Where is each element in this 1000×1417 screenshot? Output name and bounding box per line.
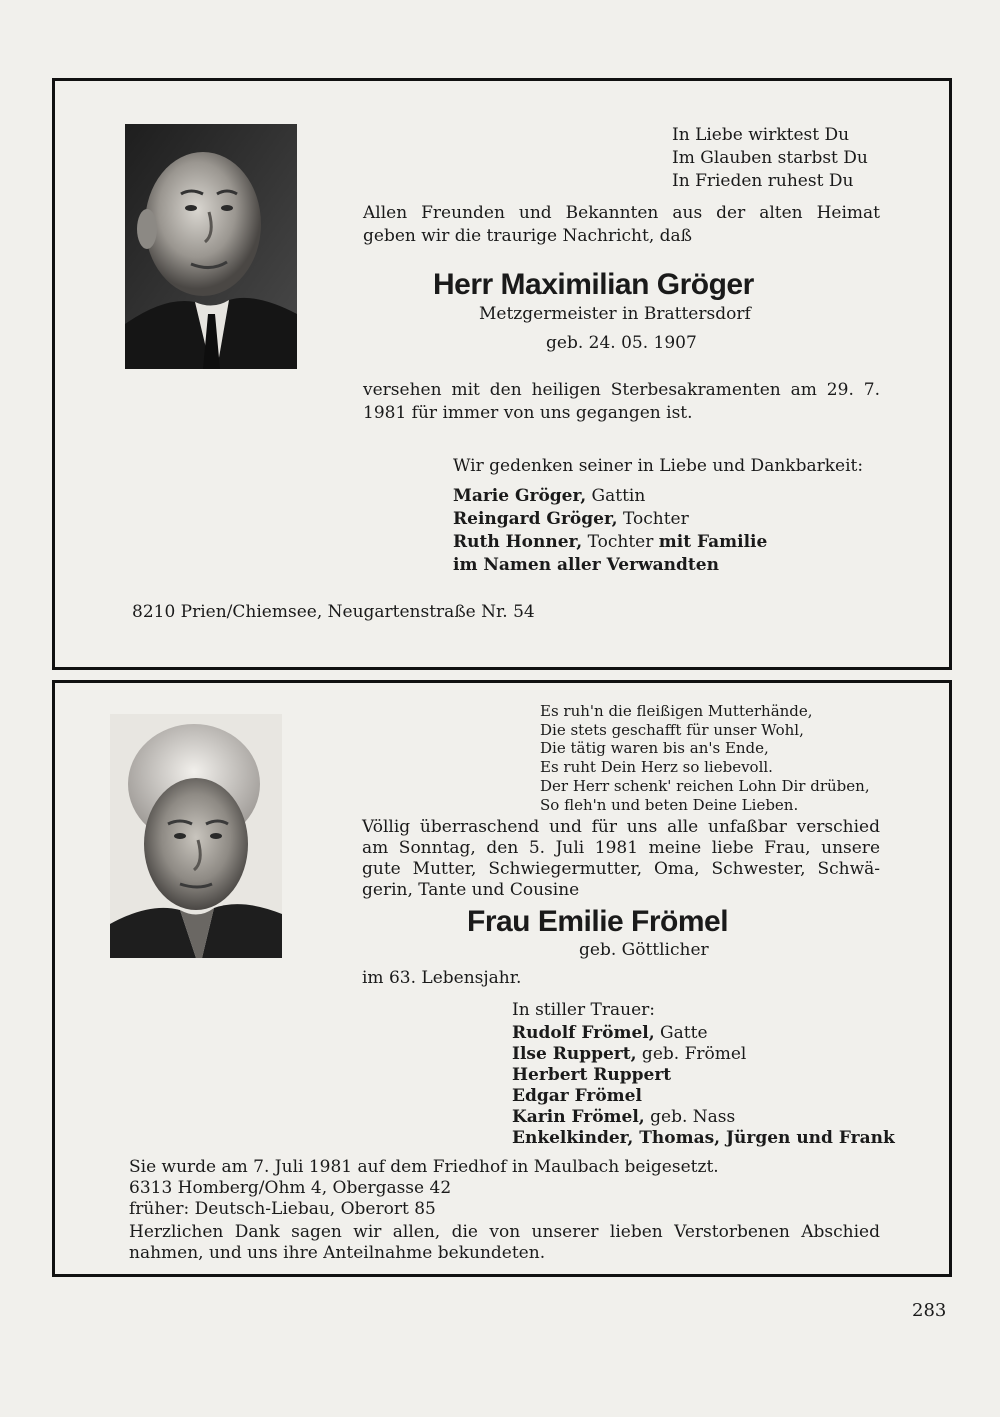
- mourner-line: [453, 531, 767, 554]
- mourner-line: [512, 1085, 642, 1108]
- address: 8210 Prien/Chiemsee, Neugartenstraße Nr. 54: [132, 602, 535, 622]
- obituary-notice-froemel: [52, 680, 952, 1277]
- thanks-line: nahmen, und uns ihre Anteilnahme bekundeten.: [129, 1243, 546, 1263]
- verse-line: So fleh'n und beten Deine Lieben.: [540, 795, 799, 814]
- mourner-line: [453, 508, 689, 531]
- former-address: früher: Deutsch-Liebau, Oberort 85: [129, 1199, 436, 1219]
- maiden-name: geb. Göttlicher: [579, 940, 709, 960]
- deceased-name: Frau Emilie Frömel: [467, 905, 729, 938]
- mourner-line: [512, 1043, 746, 1066]
- verse-line: Die stets geschafft für unser Wohl,: [540, 720, 804, 739]
- closing-line: im Namen aller Verwandten: [453, 555, 719, 575]
- mourner-line: [453, 485, 645, 508]
- mourner-name: Karin Frömel,: [512, 1107, 645, 1127]
- death-line: versehen mit den heiligen Sterbesakramenten am 29. 7.: [363, 380, 880, 400]
- portrait-photo-man: [125, 124, 297, 369]
- obituary-notice-groeger: [52, 78, 952, 670]
- mourner-line: [512, 1022, 708, 1045]
- verse-line: Im Glauben starbst Du: [672, 148, 868, 168]
- address: 6313 Homberg/Ohm 4, Obergasse 42: [129, 1178, 452, 1198]
- mourner-line: [512, 1064, 671, 1087]
- verse-line: In Liebe wirktest Du: [672, 125, 850, 145]
- verse-line: Die tätig waren bis an's Ende,: [540, 739, 769, 758]
- death-line: 1981 für immer von uns gegangen ist.: [363, 403, 693, 423]
- mourner-name: Edgar Frömel: [512, 1086, 642, 1106]
- mourner-name: Ilse Ruppert,: [512, 1044, 637, 1064]
- mourner-relation: Gattin: [586, 486, 646, 506]
- intro-line: geben wir die traurige Nachricht, daß: [363, 226, 693, 246]
- portrait-photo-woman: [110, 714, 282, 958]
- mourner-name: Ruth Honner,: [453, 532, 583, 552]
- intro-line: gerin, Tante und Cousine: [362, 880, 580, 900]
- mourner-relation: Tochter: [582, 532, 659, 552]
- mourner-relation: geb. Frömel: [636, 1044, 747, 1064]
- occupation: Metzgermeister in Brattersdorf: [479, 304, 751, 324]
- remembrance-line: Wir gedenken seiner in Liebe und Dankbarkeit:: [453, 456, 864, 476]
- mourner-line: [512, 1127, 895, 1150]
- mourner-name: Marie Gröger,: [453, 486, 587, 506]
- intro-line: am Sonntag, den 5. Juli 1981 meine liebe Frau, unsere: [362, 838, 880, 858]
- page-number: 283: [912, 1300, 947, 1321]
- portrait-man-image: [125, 124, 297, 369]
- mourner-name: Enkelkinder, Thomas, Jürgen und Frank: [512, 1128, 895, 1148]
- verse-line: Es ruht Dein Herz so liebevoll.: [540, 758, 773, 777]
- mourning-heading: In stiller Trauer:: [512, 1000, 655, 1020]
- verse-line: In Frieden ruhest Du: [672, 171, 854, 191]
- verse-line: Es ruh'n die fleißigen Mutterhände,: [540, 702, 813, 720]
- mourner-relation: Gatte: [654, 1023, 708, 1043]
- age: im 63. Lebensjahr.: [362, 968, 522, 988]
- thanks-line: Herzlichen Dank sagen wir allen, die von unserer lieben Verstorbenen Abschied: [129, 1222, 880, 1242]
- intro-line: gute Mutter, Schwiegermutter, Oma, Schwester, Schwä-: [362, 859, 880, 879]
- mourner-relation: Tochter: [617, 509, 689, 529]
- mourner-name: Herbert Ruppert: [512, 1065, 672, 1085]
- birth-date: geb. 24. 05. 1907: [546, 333, 697, 353]
- deceased-name: Herr Maximilian Gröger: [433, 268, 754, 301]
- burial-line: Sie wurde am 7. Juli 1981 auf dem Friedhof in Maulbach beigesetzt.: [129, 1157, 719, 1177]
- mourner-relation: geb. Nass: [644, 1107, 736, 1127]
- verse-line: Der Herr schenk' reichen Lohn Dir drüben,: [540, 776, 870, 795]
- mourner-name: Rudolf Frömel,: [512, 1023, 655, 1043]
- mourner-line: [512, 1106, 735, 1129]
- mourner-extra: mit Familie: [658, 532, 768, 552]
- intro-line: Völlig überraschend und für uns alle unfaßbar verschied: [362, 817, 880, 837]
- intro-line: Allen Freunden und Bekannten aus der alten Heimat: [363, 203, 880, 223]
- portrait-woman-image: [110, 714, 282, 958]
- mourner-name: Reingard Gröger,: [453, 509, 618, 529]
